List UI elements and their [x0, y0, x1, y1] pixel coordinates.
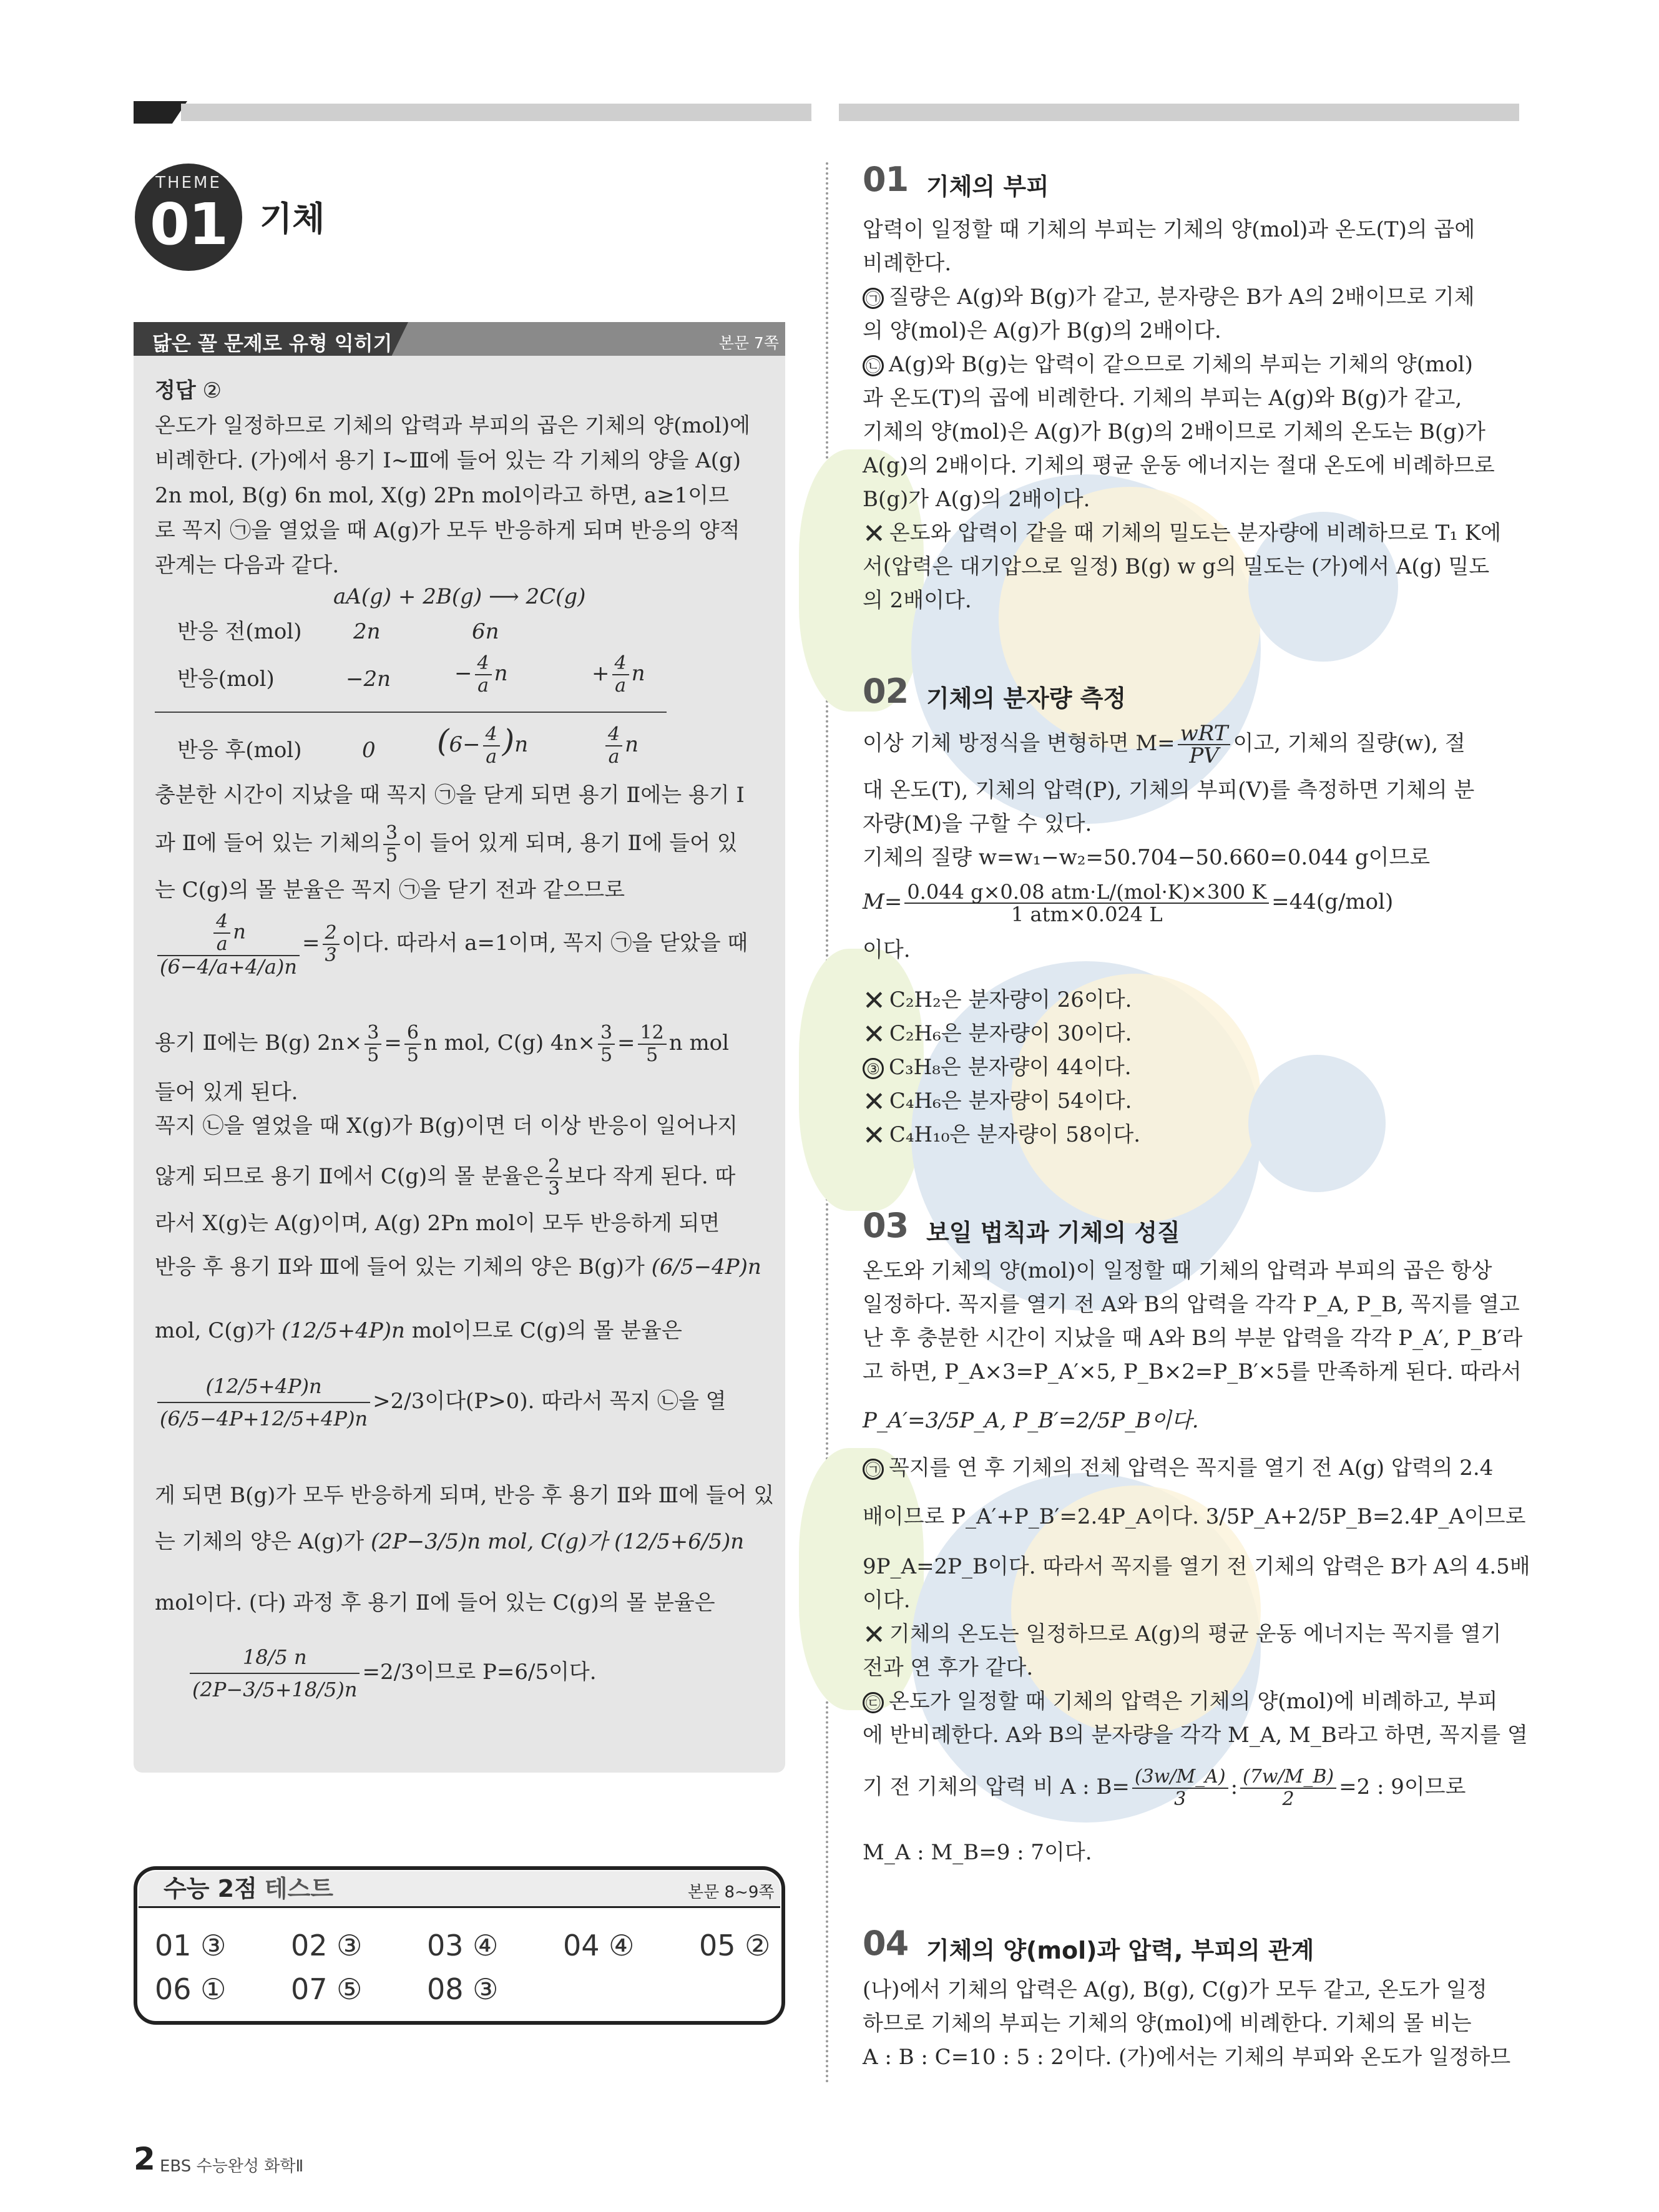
- text-line: 자량(M)을 구할 수 있다.: [863, 811, 1092, 836]
- text-line: 압력이 일정할 때 기체의 부피는 기체의 양(mol)과 온도(T)의 곱에: [863, 217, 1475, 242]
- test-answer: 04 ④: [563, 1929, 635, 1962]
- text-line: ✕ 온도와 압력이 같을 때 기체의 밀도는 분자량에 비례하므로 T₁ K에: [863, 518, 1501, 550]
- text-line: 전과 연 후가 같다.: [863, 1655, 1034, 1680]
- top-bar-accent: [134, 101, 187, 124]
- section-number: 01: [863, 160, 909, 199]
- solution-line: mol이다. (다) 과정 후 용기 Ⅱ에 들어 있는 C(g)의 몰 분율은: [155, 1590, 715, 1615]
- theme-badge: [135, 164, 242, 271]
- section-number: 02: [863, 672, 909, 711]
- test-answer: 06 ①: [155, 1972, 227, 2006]
- section-title: 기체의 양(mol)과 압력, 부피의 관계: [926, 1937, 1314, 1964]
- text-line: ㉢ 온도가 일정할 때 기체의 압력은 기체의 양(mol)에 비례하고, 부피: [863, 1688, 1498, 1715]
- circle-mark: ㉡: [863, 355, 884, 376]
- text-line: 이다.: [863, 1588, 911, 1613]
- choice-line: ✕ C₂H₂은 분자량이 26이다.: [863, 985, 1132, 1017]
- reaction-equation: aA(g) + 2B(g) ⟶ 2C(g): [333, 584, 586, 609]
- solution-line: mol, C(g)가 (12/5+4P)n mol이므로 C(g)의 몰 분율은: [155, 1318, 682, 1343]
- solution-line: 로 꼭지 ㉠을 열었을 때 A(g)가 모두 반응하게 되며 반응의 양적: [155, 518, 740, 543]
- text-line: 온도와 기체의 양(mol)이 일정할 때 기체의 압력과 부피의 곱은 항상: [863, 1258, 1492, 1283]
- row-after-c: $\frac{4}{a}$ n: [603, 724, 639, 768]
- watermark-circle: [1248, 1055, 1386, 1192]
- text-line: P_A′=3/5P_A, P_B′=2/5P_B이다.: [863, 1408, 1199, 1433]
- text-line: 대 온도(T), 기체의 압력(P), 기체의 부피(V)를 측정하면 기체의 분: [863, 778, 1475, 803]
- text-line: M_A : M_B=9 : 7이다.: [863, 1840, 1092, 1865]
- text-line: 의 양(mol)은 A(g)가 B(g)의 2배이다.: [863, 318, 1221, 343]
- text-line: ㉠ 질량은 A(g)와 B(g)가 같고, 분자량은 B가 A의 2배이므로 기체: [863, 283, 1475, 311]
- test-answer: 08 ③: [427, 1972, 499, 2006]
- text-line: 난 후 충분한 시간이 지났을 때 A와 B의 부분 압력을 각각 P_A′, P_B′라: [863, 1326, 1523, 1351]
- solution-line: 관계는 다음과 같다.: [155, 553, 340, 578]
- solution-line: 충분한 시간이 지났을 때 꼭지 ㉠을 닫게 되면 용기 Ⅱ에는 용기 Ⅰ: [155, 783, 745, 808]
- test-answer: 07 ⑤: [291, 1972, 363, 2006]
- row-change-b: − $\frac{4}{a}$ n: [454, 652, 508, 697]
- solution-line: 들어 있게 된다.: [155, 1080, 298, 1105]
- section-title: 보일 법칙과 기체의 성질: [926, 1219, 1180, 1246]
- text-line: 이다.: [863, 937, 911, 962]
- test-answer: 05 ②: [699, 1929, 771, 1962]
- choice-line: ✕ C₄H₆은 분자량이 54이다.: [863, 1086, 1132, 1118]
- page-number: 2: [134, 2141, 155, 2177]
- text-line: 기체의 질량 w=w₁−w₂=50.704−50.660=0.044 g이므로: [863, 845, 1431, 870]
- solution-line: 않게 되므로 용기 Ⅱ에서 C(g)의 몰 분율은 $\frac{2}{3}$ 보다 작게 된다. 따: [155, 1155, 736, 1200]
- row-after-b: (6− $\frac{4}{a}$ )n: [437, 723, 529, 768]
- text-line: B(g)가 A(g)의 2배이다.: [863, 487, 1090, 512]
- solution-line: 비례한다. (가)에서 용기 Ⅰ~Ⅲ에 들어 있는 각 기체의 양을 A(g): [155, 448, 741, 473]
- section-title: 기체의 분자량 측정: [926, 685, 1127, 712]
- solution-line: 게 되면 B(g)가 모두 반응하게 되며, 반응 후 용기 Ⅱ와 Ⅲ에 들어 있: [155, 1483, 775, 1508]
- choice-line: ✕ C₂H₆은 분자량이 30이다.: [863, 1019, 1132, 1050]
- section-title: 기체의 부피: [926, 173, 1049, 200]
- theme-number: 01: [149, 191, 228, 258]
- row-after-label: 반응 후(mol): [177, 738, 302, 763]
- row-change-c: + $\frac{4}{a}$ n: [592, 652, 645, 697]
- section-number: 04: [863, 1924, 909, 1963]
- solution-line: 과 Ⅱ에 들어 있는 기체의 $\frac{3}{5}$ 이 들어 있게 되며, 용기 Ⅱ에 들어 있: [155, 822, 738, 866]
- test-answer: 03 ④: [427, 1929, 499, 1962]
- top-bar-left: [181, 104, 816, 121]
- equation-mole-fraction-1: $\frac{4}{a}$ n (6−4/a+4/a)n = $\frac{2}{3}$ 이다. 따라서 a=1이며, 꼭지 ㉠을 닫았을 때: [155, 911, 748, 977]
- text-line: 과 온도(T)의 곱에 비례한다. 기체의 부피는 A(g)와 B(g)가 같고,: [863, 386, 1462, 411]
- answer-mark: ②: [202, 378, 222, 403]
- row-before-label: 반응 전(mol): [177, 619, 302, 644]
- test-box-title: 수능 2점 테스트: [164, 1875, 334, 1902]
- solution-line: 는 기체의 양은 A(g)가 (2P−3/5)n mol, C(g)가 (12/5+6/5)n: [155, 1529, 745, 1554]
- choice-line: ③ C₃H₈은 분자량이 44이다.: [863, 1054, 1132, 1081]
- solution-line: 는 C(g)의 몰 분율은 꼭지 ㉠을 닫기 전과 같으므로: [155, 878, 625, 903]
- equation-mole-fraction-2: $\frac{(12/5+4P)n}{(6/5-4P+12/5+4P)n}$ >2/3이다(P>0). 따라서 꼭지 ㉡을 열: [155, 1371, 727, 1434]
- theme-label: THEME: [155, 174, 222, 192]
- pressure-ratio-equation: 기 전 기체의 압력 비 A : B= $\frac{(3w/M\_A)}{3}$ : $\frac{(7w/M\_B)}{2}$ =2 : 9이므로: [863, 1766, 1466, 1810]
- theme-title: 기체: [260, 199, 325, 238]
- text-line: ✕ 기체의 온도는 일정하므로 A(g)의 평균 운동 에너지는 꼭지를 열기: [863, 1619, 1502, 1651]
- answer-label: 정답: [155, 378, 196, 403]
- text-line: 기체의 양(mol)은 A(g)가 B(g)의 2배이므로 기체의 온도는 B(g)가: [863, 419, 1485, 444]
- test-answer: 02 ③: [291, 1929, 363, 1962]
- solution-line: 라서 X(g)는 A(g)이며, A(g) 2Pn mol이 모두 반응하게 되면: [155, 1211, 720, 1236]
- row-change-a: −2n: [346, 667, 391, 692]
- text-line: ㉡ A(g)와 B(g)는 압력이 같으므로 기체의 부피는 기체의 양(mol): [863, 351, 1473, 378]
- table-rule: [155, 712, 667, 713]
- solution-line: 반응 후 용기 Ⅱ와 Ⅲ에 들어 있는 기체의 양은 B(g)가 (6/5−4P)n: [155, 1255, 761, 1280]
- section-number: 03: [863, 1206, 909, 1245]
- molar-mass-equation: M= $\frac{\text{0.044 g×0.08 atm·L/(mol·K)×300 K}}{\text{1 atm×0.024 L}}$ =44(g/mol): [863, 880, 1394, 926]
- solution-line: 용기 Ⅱ에는 B(g) 2n× $\frac{3}{5}$ = $\frac{6}{5}$ n mol, C(g) 4n× $\frac{3}{5}$ = $\frac{12}{5}$ n mol: [155, 1022, 730, 1066]
- x-mark: ✕: [863, 518, 886, 550]
- top-bar-right: [836, 104, 1519, 121]
- text-line: 서(압력은 대기압으로 일정) B(g) w g의 밀도는 (가)에서 A(g) 밀도: [863, 554, 1490, 579]
- footer-text: EBS 수능완성 화학Ⅱ: [160, 2157, 304, 2176]
- row-before-a: 2n: [353, 619, 381, 644]
- test-box-page-ref: 본문 8~9쪽: [688, 1883, 775, 1902]
- text-line: A : B : C=10 : 5 : 2이다. (가)에서는 기체의 부피와 온도가 일정하므: [863, 2045, 1511, 2070]
- solution-line: 2n mol, B(g) 6n mol, X(g) 2Pn mol이라고 하면, a≥1이므: [155, 483, 729, 508]
- text-line: 9P_A=2P_B이다. 따라서 꼭지를 열기 전 기체의 압력은 B가 A의 4.5배: [863, 1554, 1530, 1579]
- top-bar-notch: [811, 104, 839, 144]
- test-answer: 01 ③: [155, 1929, 227, 1962]
- example-box-page-ref: 본문 7쪽: [718, 334, 779, 352]
- text-line: ㉠ 꼭지를 연 후 기체의 전체 압력은 꼭지를 열기 전 A(g) 압력의 2.4: [863, 1454, 1493, 1482]
- text-line: 고 하면, P_A×3=P_A′×5, P_B×2=P_B′×5를 만족하게 된다. 따라서: [863, 1359, 1522, 1384]
- text-line: 하므로 기체의 부피는 기체의 양(mol)에 비례한다. 기체의 몰 비는: [863, 2011, 1472, 2036]
- solution-line: 꼭지 ㉡을 열었을 때 X(g)가 B(g)이면 더 이상 반응이 일어나지: [155, 1113, 738, 1138]
- text-line: 비례한다.: [863, 251, 952, 276]
- choice-line: ✕ C₄H₁₀은 분자량이 58이다.: [863, 1120, 1141, 1152]
- row-change-label: 반응(mol): [177, 667, 275, 692]
- circle-mark: ㉠: [863, 288, 884, 309]
- text-line: 이상 기체 방정식을 변형하면 M= $\frac{\text{wRT}}{PV}$ 이고, 기체의 질량(w), 절: [863, 721, 1466, 768]
- text-line: 의 2배이다.: [863, 588, 972, 613]
- text-line: 일정하다. 꼭지를 열기 전 A와 B의 압력을 각각 P_A, P_B, 꼭지를 열고: [863, 1292, 1520, 1317]
- row-before-b: 6n: [472, 619, 499, 644]
- text-line: (나)에서 기체의 압력은 A(g), B(g), C(g)가 모두 같고, 온도가 일정: [863, 1977, 1487, 2002]
- solution-line: 온도가 일정하므로 기체의 압력과 부피의 곱은 기체의 양(mol)에: [155, 413, 751, 438]
- text-line: 에 반비례한다. A와 B의 분자량을 각각 M_A, M_B라고 하면, 꼭지를 열: [863, 1723, 1528, 1748]
- answer-line: [155, 377, 222, 404]
- text-line: A(g)의 2배이다. 기체의 평균 운동 에너지는 절대 온도에 비례하므로: [863, 453, 1495, 478]
- text-line: 배이므로 P_A′+P_B′=2.4P_A이다. 3/5P_A+2/5P_B=2.4P_A이므로: [863, 1504, 1526, 1529]
- row-after-a: 0: [362, 738, 376, 763]
- example-box-title: 닮은 꼴 문제로 유형 익히기: [152, 331, 393, 355]
- equation-mole-fraction-3: $\frac{18/5 n}{(2P-3/5+18/5)n}$ =2/3이므로 P=6/5이다.: [187, 1642, 597, 1705]
